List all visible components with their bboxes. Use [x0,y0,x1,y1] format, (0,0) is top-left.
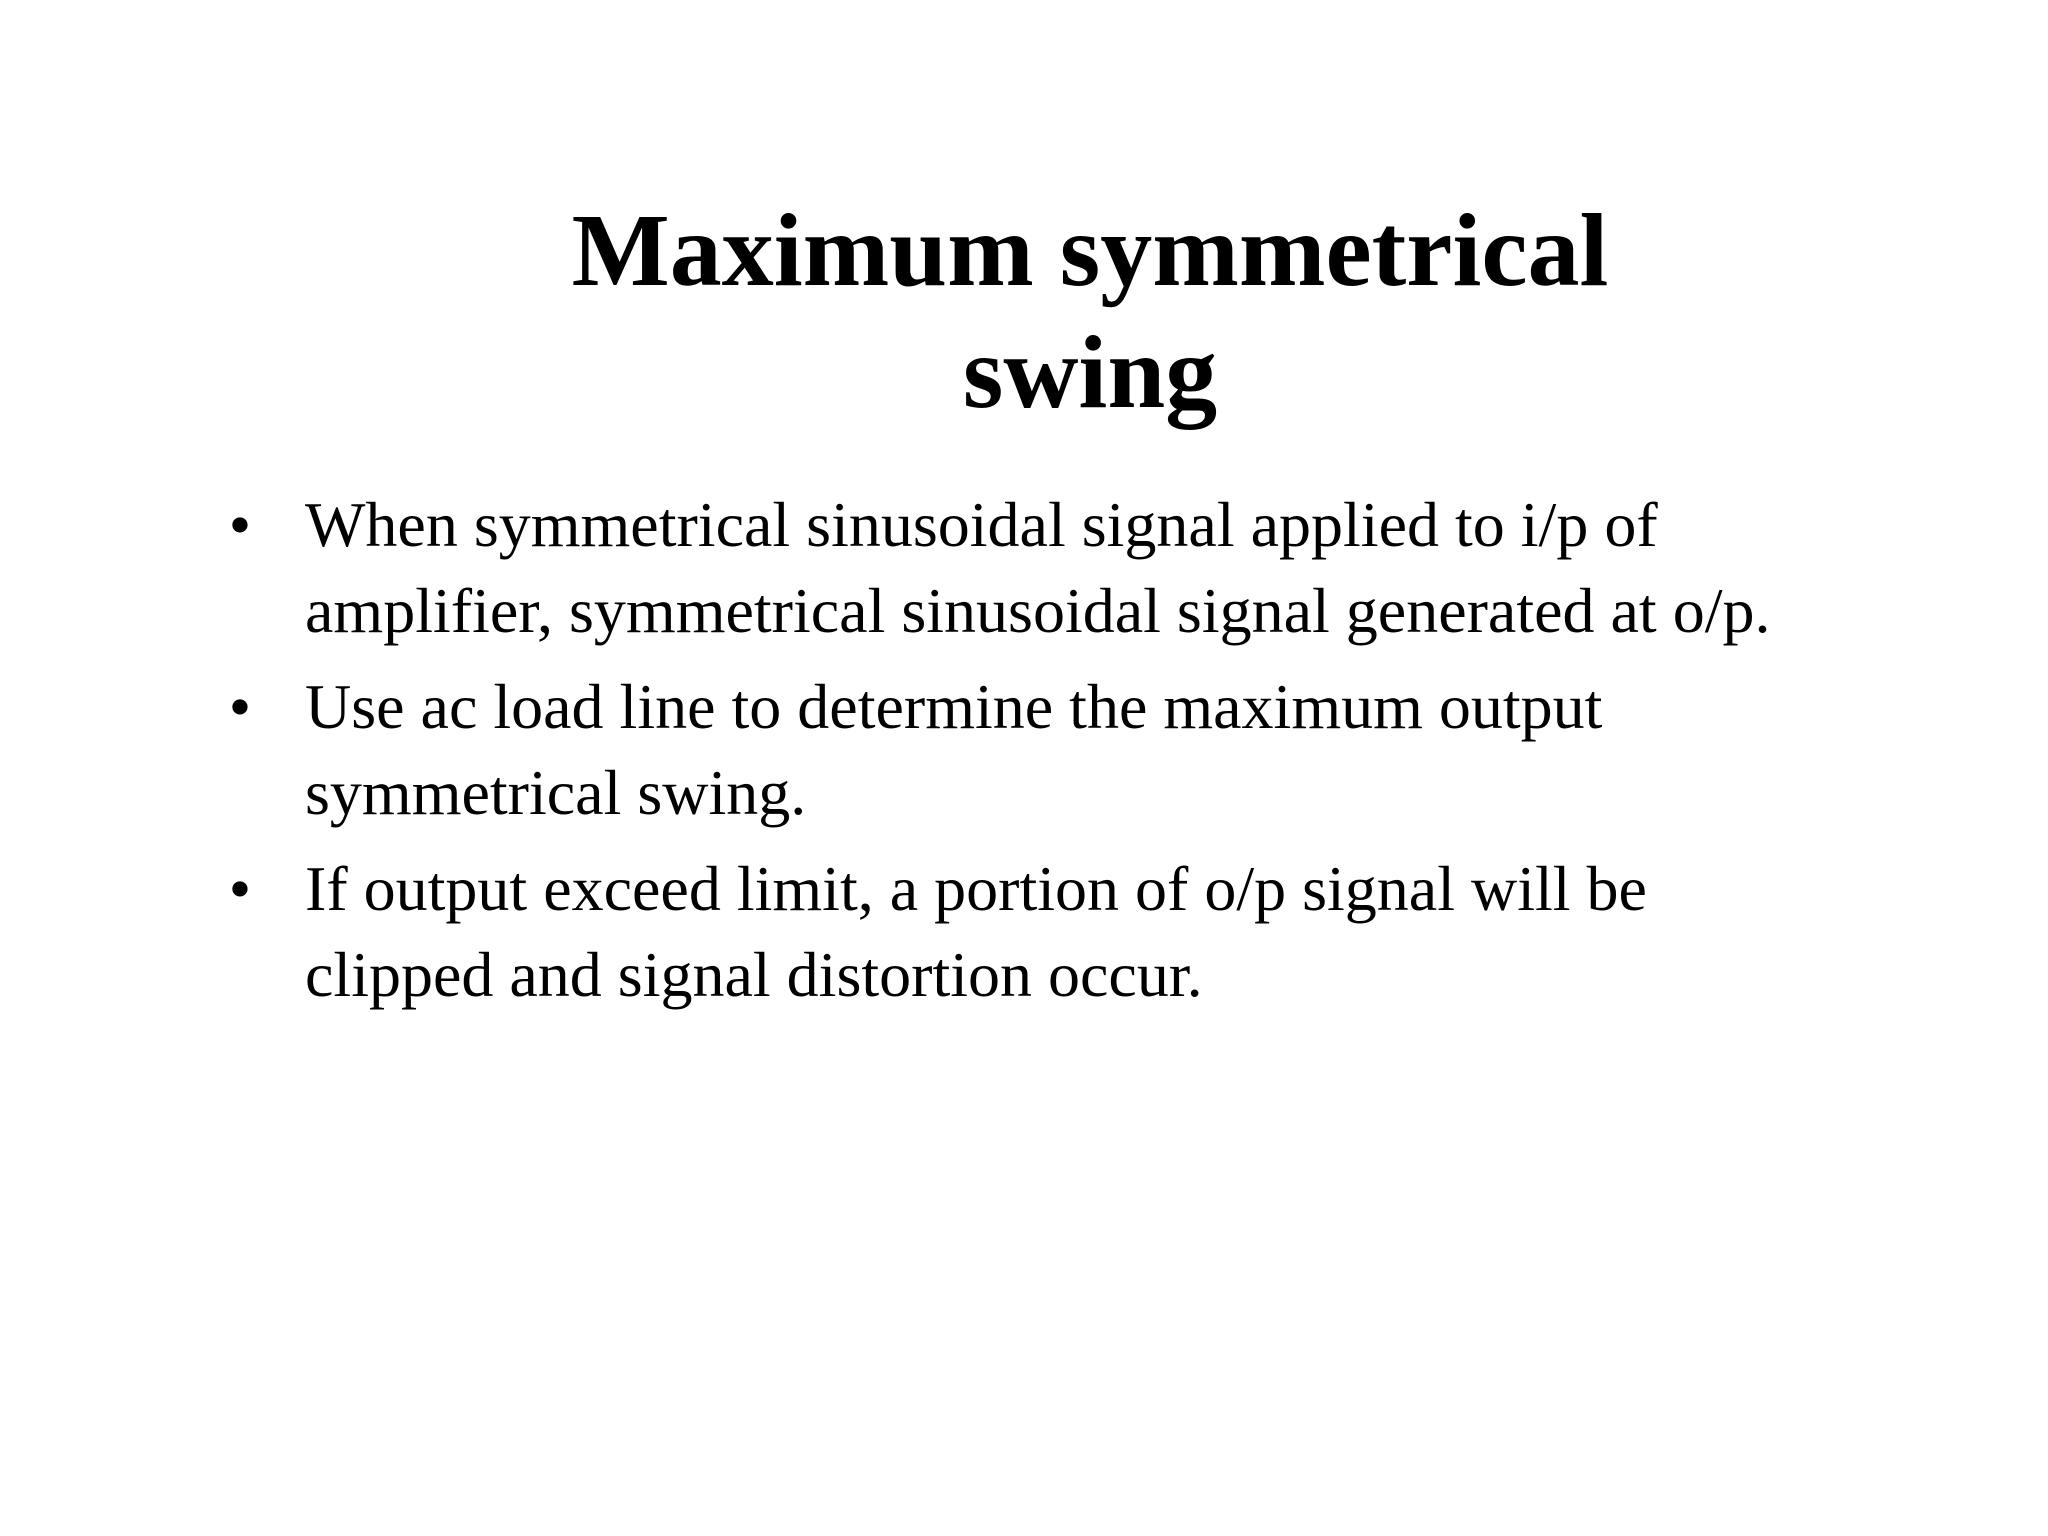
slide-title-line: swing [962,315,1218,430]
bullet-line: Use ac load line to determine the maximum output [305,671,1603,742]
bullet-line: clipped and signal distortion occur. [305,939,1203,1010]
bullet-list [220,482,2020,1028]
bullet-icon: • [228,671,252,742]
bullet-line: When symmetrical sinusoidal signal applied to i/p of [305,489,1658,560]
bullet-line: If output exceed limit, a portion of o/p signal will be [305,853,1647,924]
slide-title-line: Maximum symmetrical [571,193,1609,308]
bullet-item [220,482,2020,654]
slide-title [560,190,1620,434]
bullet-line: symmetrical swing. [305,757,807,828]
bullet-icon: • [228,489,252,560]
bullet-icon: • [228,853,252,924]
bullet-line: amplifier, symmetrical sinusoidal signal generated at o/p. [305,575,1771,646]
bullet-item [220,846,2020,1018]
bullet-item [220,664,2020,836]
